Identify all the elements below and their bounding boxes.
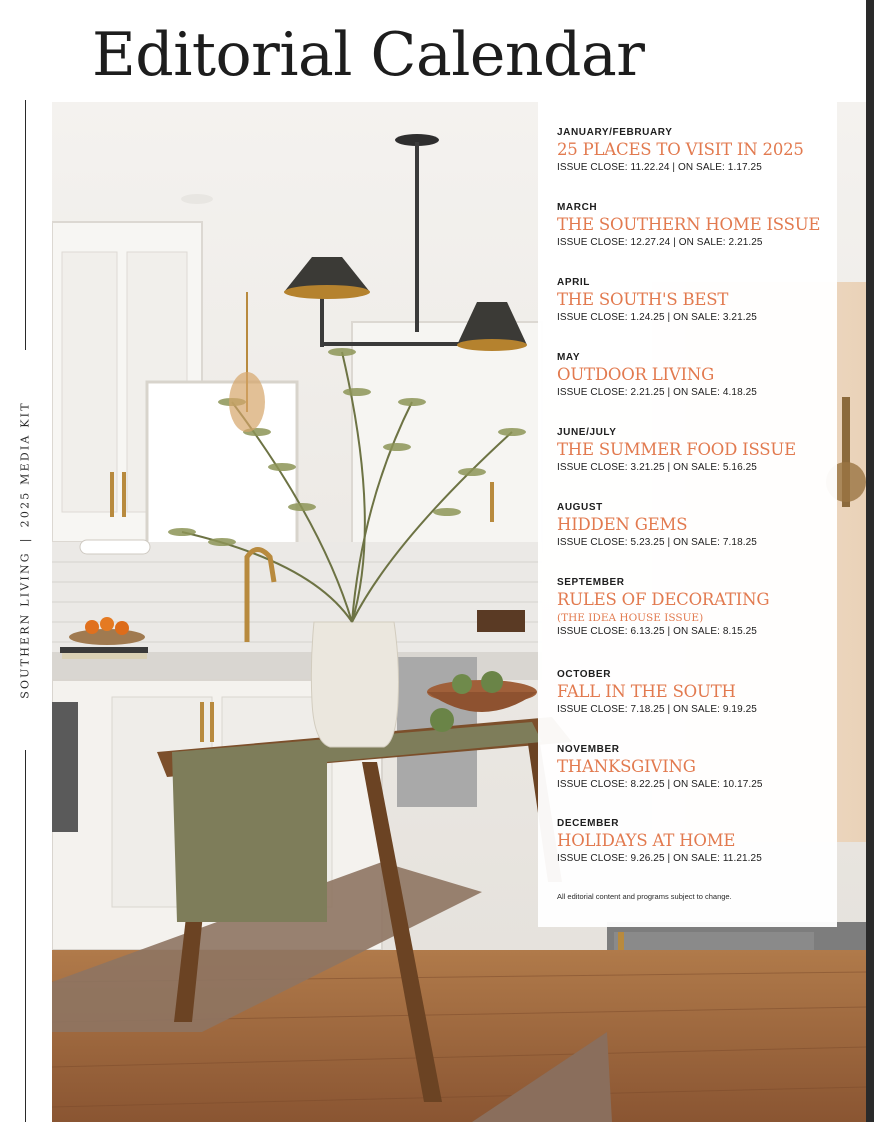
issue-dates: ISSUE CLOSE: 3.21.25 | ON SALE: 5.16.25 xyxy=(557,462,757,473)
issue-december xyxy=(557,818,832,866)
issue-dates: ISSUE CLOSE: 5.23.25 | ON SALE: 7.18.25 xyxy=(557,537,757,548)
issue-theme: THANKSGIVING xyxy=(557,757,696,776)
issue-august xyxy=(557,502,832,550)
issue-theme: THE SOUTHERN HOME ISSUE xyxy=(557,215,821,234)
side-divider-bottom xyxy=(25,750,26,1122)
issue-theme: OUTDOOR LIVING xyxy=(557,365,715,384)
issue-june-july xyxy=(557,427,832,475)
issue-month: OCTOBER xyxy=(557,669,612,680)
issue-dates: ISSUE CLOSE: 2.21.25 | ON SALE: 4.18.25 xyxy=(557,387,757,398)
calendar-panel xyxy=(538,102,837,927)
issue-month: MARCH xyxy=(557,202,598,213)
disclaimer: All editorial content and programs subject to change. xyxy=(557,892,732,901)
issue-month: MAY xyxy=(557,352,581,363)
issue-theme: FALL IN THE SOUTH xyxy=(557,682,736,701)
issue-november xyxy=(557,744,832,792)
side-label xyxy=(19,401,32,699)
issue-october xyxy=(557,669,832,717)
issue-theme: 25 PLACES TO VISIT IN 2025 xyxy=(557,140,804,159)
issue-month: JUNE/JULY xyxy=(557,427,617,438)
issue-dates: ISSUE CLOSE: 7.18.25 | ON SALE: 9.19.25 xyxy=(557,704,757,715)
issue-dates: ISSUE CLOSE: 12.27.24 | ON SALE: 2.21.25 xyxy=(557,237,763,248)
issue-dates: ISSUE CLOSE: 6.13.25 | ON SALE: 8.15.25 xyxy=(557,626,757,637)
issue-subtitle: (THE IDEA HOUSE ISSUE) xyxy=(557,612,704,624)
issue-theme: RULES OF DECORATING xyxy=(557,590,770,609)
issue-theme: HOLIDAYS AT HOME xyxy=(557,831,736,850)
issue-april xyxy=(557,277,832,325)
issue-month: AUGUST xyxy=(557,502,603,513)
issue-theme: THE SOUTH'S BEST xyxy=(557,290,729,309)
issue-dates: ISSUE CLOSE: 9.26.25 | ON SALE: 11.21.25 xyxy=(557,853,762,864)
side-separator: | xyxy=(18,536,32,543)
issue-month: SEPTEMBER xyxy=(557,577,625,588)
issue-month: APRIL xyxy=(557,277,590,288)
issue-month: NOVEMBER xyxy=(557,744,620,755)
issue-dates: ISSUE CLOSE: 8.22.25 | ON SALE: 10.17.25 xyxy=(557,779,763,790)
issue-september xyxy=(557,577,832,639)
issue-dates: ISSUE CLOSE: 11.22.24 | ON SALE: 1.17.25 xyxy=(557,162,762,173)
issue-theme: THE SUMMER FOOD ISSUE xyxy=(557,440,796,459)
issue-theme: HIDDEN GEMS xyxy=(557,515,688,534)
issue-may xyxy=(557,352,832,400)
issue-march xyxy=(557,202,832,250)
side-divider-top xyxy=(25,100,26,350)
page-edge-bar xyxy=(866,0,874,1122)
issue-jan-feb xyxy=(557,127,832,175)
side-kit: 2025 MEDIA KIT xyxy=(18,401,32,528)
page-title: Editorial Calendar xyxy=(92,20,645,90)
issue-month: DECEMBER xyxy=(557,818,620,829)
side-brand: SOUTHERN LIVING xyxy=(18,551,32,699)
issue-dates: ISSUE CLOSE: 1.24.25 | ON SALE: 3.21.25 xyxy=(557,312,757,323)
issue-month: JANUARY/FEBRUARY xyxy=(557,127,673,138)
